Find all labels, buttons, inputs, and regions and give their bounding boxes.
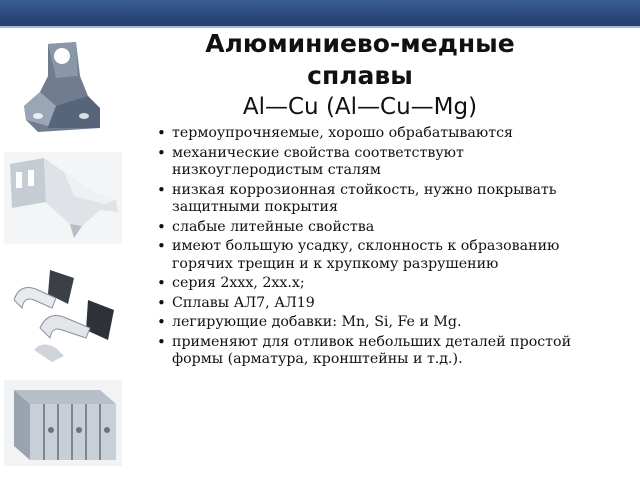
bullet-item: • слабые литейные свойства bbox=[156, 219, 618, 237]
bullet-item: • Сплавы АЛ7, АЛ19 bbox=[156, 295, 618, 313]
corner-brackets-photo bbox=[4, 380, 122, 466]
bullet-item: • серия 2xxx, 2xx.x; bbox=[156, 275, 618, 293]
bullet-list bbox=[156, 125, 618, 371]
slide-subtitle: Al—Cu (Al—Cu—Mg) bbox=[242, 94, 478, 120]
bent-bracket-photo bbox=[4, 152, 122, 244]
bullet-item: • низкая коррозионная стойкость, нужно покрывать защитными покрытия bbox=[156, 182, 618, 217]
bracket-photo bbox=[18, 36, 108, 136]
bullet-item: • легирующие добавки: Mn, Si, Fe и Mg. bbox=[156, 314, 618, 332]
top-banner bbox=[0, 0, 640, 26]
bullet-item: • термоупрочняемые, хорошо обрабатываются bbox=[156, 125, 618, 143]
bullet-item: • механические свойства соответствуют низкоуглеродистым сталям bbox=[156, 145, 618, 180]
hook-brackets-photo bbox=[4, 264, 122, 368]
slide-title: Алюминиево-медные сплавы bbox=[205, 29, 515, 90]
bullet-item: • применяют для отливок небольших деталей простой формы (арматура, кронштейны и т.д.). bbox=[156, 334, 618, 369]
bullet-item: • имеют большую усадку, склонность к образованию горячих трещин и к хрупкому разрушению bbox=[156, 238, 618, 273]
